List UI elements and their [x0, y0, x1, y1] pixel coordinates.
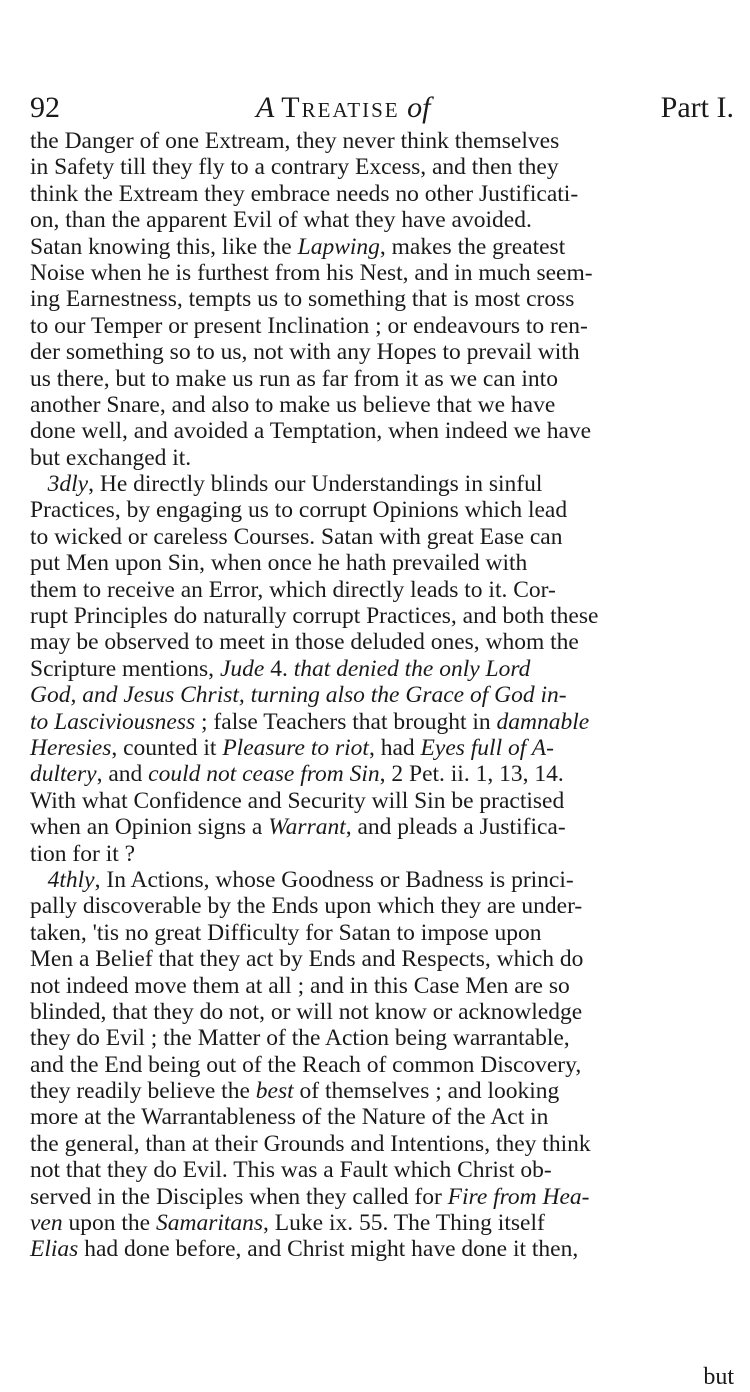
text-line: them to receive an Error, which directly leads to it. Cor-	[30, 576, 556, 603]
text-line: With what Confidence and Security will Sin be practised	[30, 787, 565, 814]
text-line: der something so to us, not with any Hopes to prevail with	[30, 339, 580, 366]
text-line: 3dly, He directly blinds our Understandings in sinful	[47, 471, 543, 498]
text-line: Scripture mentions, Jude 4. that denied the only Lord	[30, 655, 531, 682]
text-line: blinded, that they do not, or will not know or acknowledge	[30, 998, 583, 1025]
text-line: on, than the apparent Evil of what they have avoided.	[30, 207, 532, 234]
text-line: ven upon the Samaritans, Luke ix. 55. The Thing itself	[30, 1210, 545, 1237]
text-line: not indeed move them at all ; and in this Case Men are so	[30, 972, 570, 999]
text-line: but exchanged it.	[30, 444, 192, 471]
text-line: pally discoverable by the Ends upon which they are under-	[30, 893, 583, 920]
text-line: more at the Warrantableness of the Nature of the Act in	[30, 1104, 549, 1131]
text-line: they readily believe the best of themselves ; and looking	[30, 1078, 560, 1105]
text-line: dultery, and could not cease from Sin, 2 Pet. ii. 1, 13, 14.	[30, 761, 564, 788]
text-line: Elias had done before, and Christ might have done it then,	[30, 1236, 579, 1263]
text-line: Practices, by engaging us to corrupt Opinions which lead	[30, 497, 568, 524]
text-line: may be observed to meet in those deluded ones, whom the	[30, 629, 579, 656]
text-line: tion for it ?	[30, 840, 136, 867]
text-line: and the End being out of the Reach of common Discovery,	[30, 1051, 582, 1078]
text-line: the Danger of one Extream, they never think themselves	[30, 128, 560, 154]
text-line: when an Opinion signs a Warrant, and pleads a Justifica-	[30, 814, 566, 841]
text-line: think the Extream they embrace needs no other Justificati-	[30, 180, 579, 207]
page-header	[30, 88, 734, 128]
text-line: ing Earnestness, tempts us to something that is most cross	[30, 286, 575, 313]
text-line: Men a Belief that they act by Ends and Respects, which do	[30, 946, 584, 973]
text-line: taken, 'tis no great Difficulty for Satan to impose upon	[30, 919, 542, 946]
text-line: 4thly, In Actions, whose Goodness or Badness is princi-	[47, 866, 574, 893]
running-title-main: Treatise	[281, 91, 400, 124]
text-line: done well, and avoided a Temptation, when indeed we have	[30, 418, 592, 445]
text-line: another Snare, and also to make us believe that we have	[30, 391, 556, 418]
text-line: Heresies, counted it Pleasure to riot, had Eyes full of A-	[30, 734, 554, 761]
text-line: Satan knowing this, like the Lapwing, makes the greatest	[30, 233, 566, 260]
text-line: to wicked or careless Courses. Satan with great Ease can	[30, 523, 563, 550]
text-line: the general, than at their Grounds and Intentions, they think	[30, 1130, 591, 1157]
running-title	[256, 88, 430, 128]
catchword: but	[703, 1364, 734, 1390]
running-title-lead: A	[256, 91, 274, 124]
text-line: God, and Jesus Christ, turning also the Grace of God in-	[30, 682, 567, 709]
page-number: 92	[30, 91, 60, 124]
part-label: Part I.	[660, 91, 734, 124]
running-title-of: of	[407, 91, 431, 124]
text-line: Noise when he is furthest from his Nest, and in much seem-	[30, 259, 593, 286]
body-text	[30, 128, 736, 1263]
text-line: they do Evil ; the Matter of the Action being warrantable,	[30, 1025, 570, 1052]
text-line: to our Temper or present Inclination ; or endeavours to ren-	[30, 312, 588, 339]
text-line: us there, but to make us run as far from it as we can into	[30, 365, 558, 392]
text-line: to Lasciviousness ; false Teachers that brought in damnable	[30, 708, 590, 735]
text-line: rupt Principles do naturally corrupt Practices, and both these	[30, 603, 599, 630]
text-line: in Safety till they fly to a contrary Excess, and then they	[30, 154, 559, 181]
text-line: not that they do Evil. This was a Fault which Christ ob-	[30, 1157, 552, 1184]
text-line: served in the Disciples when they called for Fire from Hea-	[30, 1183, 590, 1210]
text-line: put Men upon Sin, when once he hath prevailed with	[30, 550, 528, 577]
